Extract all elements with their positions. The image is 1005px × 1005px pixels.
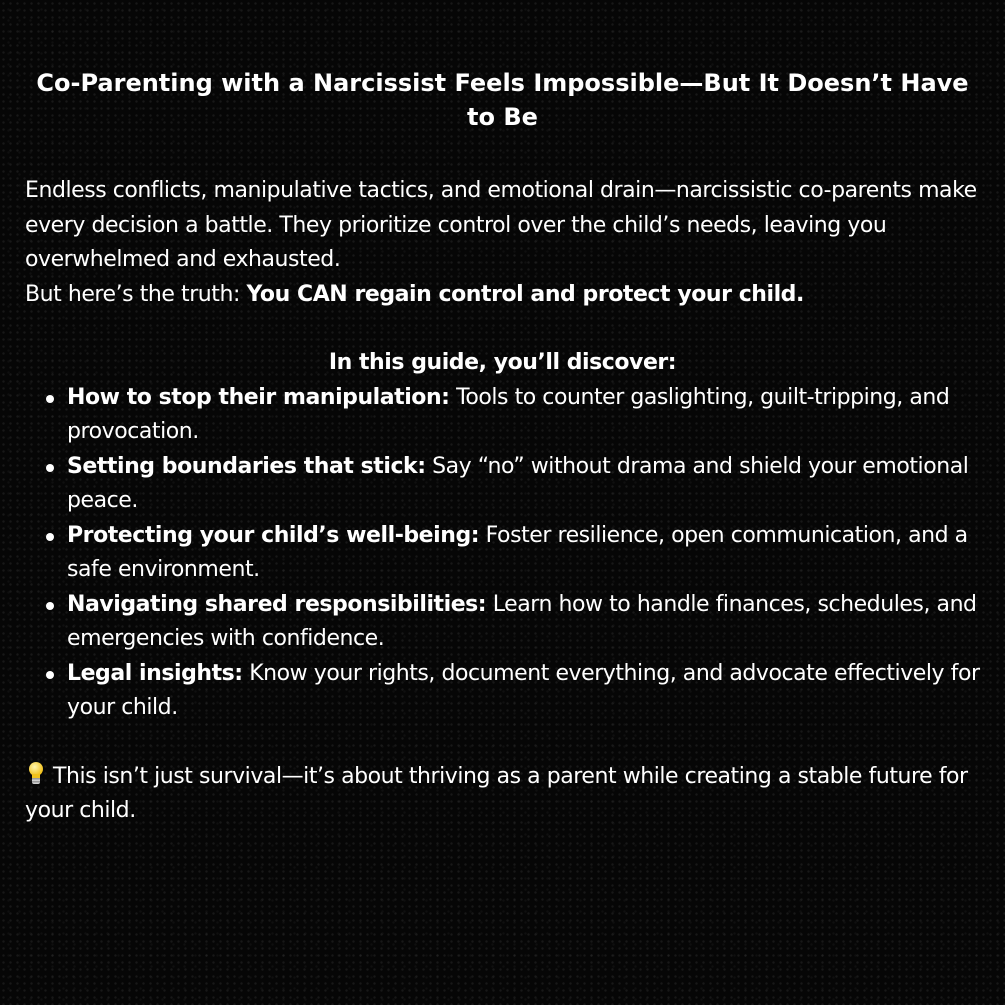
truth-lead: But here’s the truth:: [25, 281, 247, 307]
guide-list: [25, 381, 980, 726]
list-item-text: Foster resilience, open communication, and a safe environment.: [67, 522, 968, 582]
list-item-text: Learn how to handle finances, schedules, and emergencies with confidence.: [67, 591, 977, 651]
closing-text: This isn’t just survival—it’s about thriving as a parent while creating a stable future for your child.: [25, 763, 968, 823]
closing-paragraph: [25, 760, 980, 829]
bullet-icon: [46, 533, 54, 541]
intro-paragraph: [25, 174, 980, 312]
list-item: [67, 450, 980, 519]
list-item: [67, 381, 980, 450]
list-item: [67, 588, 980, 657]
document-page: [25, 66, 980, 829]
bullet-icon: [46, 602, 54, 610]
intro-text: Endless conflicts, manipulative tactics, and emotional drain—narcissistic co-parents make every decision a battle. They prioritize control over the child’s needs, leaving you overwhelmed and exhausted.: [25, 178, 977, 272]
page-title: Co-Parenting with a Narcissist Feels Impossible—But It Doesn’t Have to Be: [36, 69, 969, 131]
bullet-icon: [46, 395, 54, 403]
list-item-title: Protecting your child’s well-being:: [67, 522, 480, 548]
bullet-icon: [46, 464, 54, 472]
lightbulb-icon: [25, 761, 47, 787]
list-item-title: Navigating shared responsibilities:: [67, 591, 487, 617]
guide-heading: In this guide, you’ll discover:: [328, 350, 677, 375]
list-item-text: Know your rights, document everything, and advocate effectively for your child.: [67, 660, 980, 720]
list-item: [67, 519, 980, 588]
list-item-title: Legal insights:: [67, 660, 243, 686]
list-item: [67, 657, 980, 726]
list-item-title: How to stop their manipulation:: [67, 384, 450, 410]
truth-statement: You CAN regain control and protect your child.: [246, 281, 804, 307]
list-item-text: Say “no” without drama and shield your emotional peace.: [67, 453, 969, 513]
list-item-text: Tools to counter gaslighting, guilt-tripping, and provocation.: [67, 384, 950, 444]
bullet-icon: [46, 671, 54, 679]
list-item-title: Setting boundaries that stick:: [67, 453, 426, 479]
